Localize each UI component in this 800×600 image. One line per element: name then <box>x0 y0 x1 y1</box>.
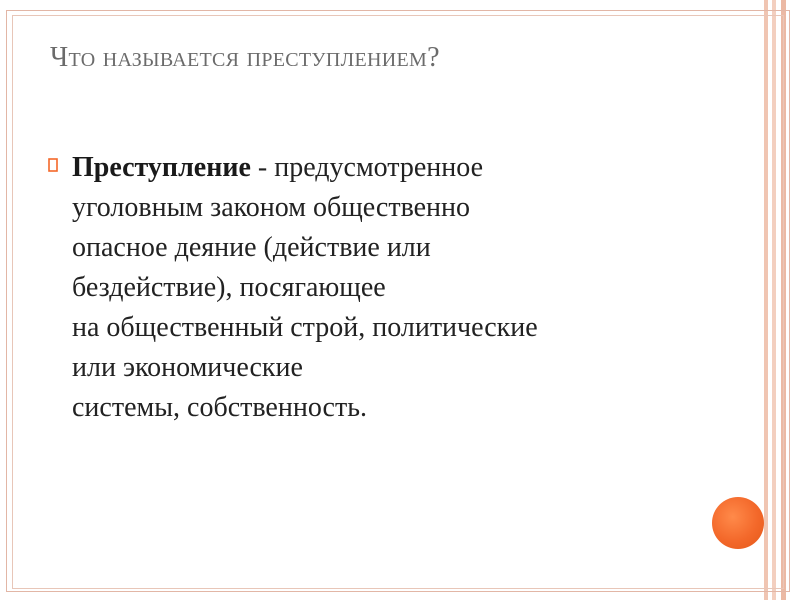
slide-content <box>48 148 688 428</box>
decorative-orange-circle <box>712 497 764 549</box>
definition-text: - предусмотренное <box>250 152 484 183</box>
bullet-square-icon <box>48 158 58 172</box>
bullet-text <box>72 148 688 428</box>
slide-title: Что называется преступлением? <box>50 42 440 73</box>
definition-term: Преступление <box>72 152 251 183</box>
definition-text: бездействие), посягающее <box>72 272 386 303</box>
definition-text: опасное деяние (действие или <box>72 232 431 263</box>
definition-text: или экономические <box>72 352 303 383</box>
definition-text: системы, собственность. <box>72 392 367 423</box>
bullet-line <box>72 148 688 188</box>
definition-text: на общественный строй, политические <box>72 312 538 343</box>
definition-text: уголовным законом общественно <box>72 192 471 223</box>
bullet-item <box>48 148 688 428</box>
